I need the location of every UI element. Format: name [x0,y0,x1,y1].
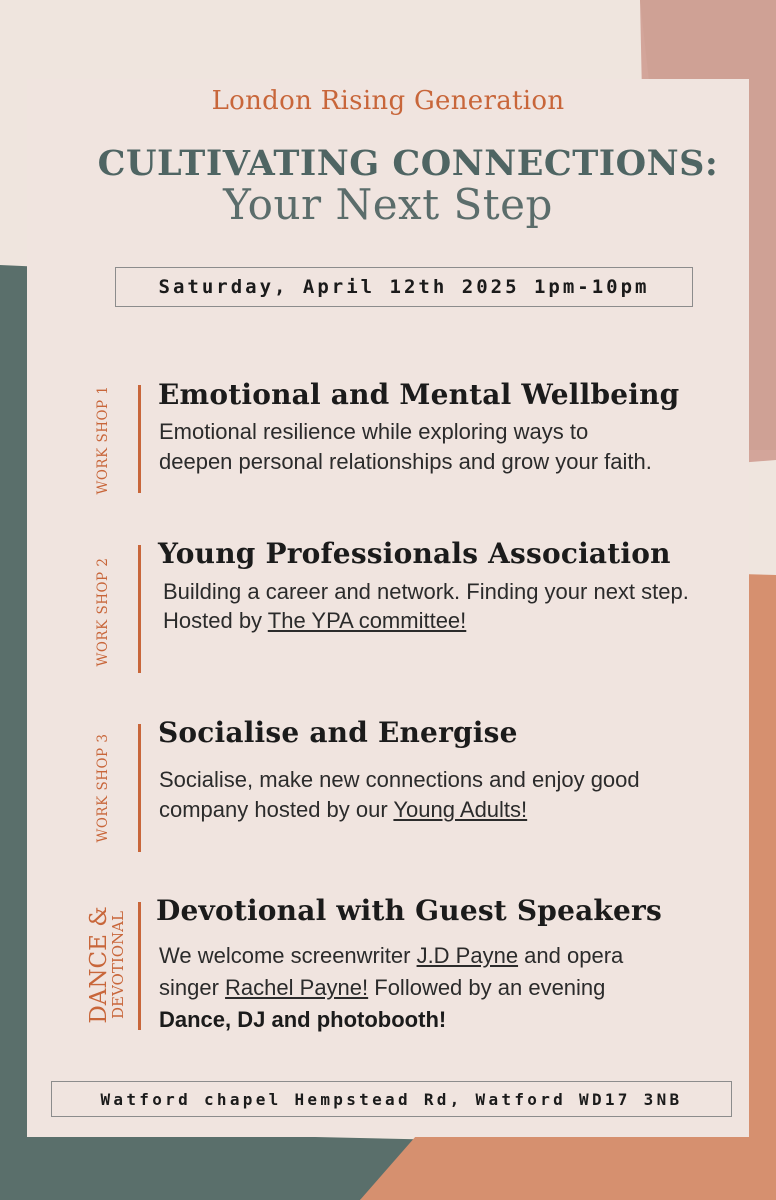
organization-name: London Rising Generation [211,86,565,116]
devotional-tag-line2: DEVOTIONAL [108,911,127,1020]
devotional-heading: Devotional with Guest Speakers [156,894,662,927]
event-title: CULTIVATING CONNECTIONS: [97,143,719,184]
workshop-1-divider [138,385,141,493]
ypa-committee-link[interactable]: The YPA committee! [267,608,467,633]
workshop-2-heading: Young Professionals Association [158,537,671,570]
venue-address: Watford chapel Hempstead Rd, Watford WD17 3NB [100,1089,683,1109]
dance-dj-photobooth: Dance, DJ and photobooth! [159,1007,447,1032]
workshop-2-divider [138,545,141,673]
workshop-2-description: Building a career and network. Finding your next step. Hosted by The YPA committee! [163,579,689,633]
venue-address-box [51,1081,732,1117]
event-subtitle: Your Next Step [223,180,553,229]
workshop-3-heading: Socialise and Energise [158,716,518,749]
devotional-description: We welcome screenwriter J.D Payne and opera singer Rachel Payne! Followed by an evening Dance, DJ and photobooth! [159,943,624,1032]
devotional-divider [138,902,141,1030]
workshop-3-description: Socialise, make new connections and enjoy good company hosted by our Young Adults! [159,767,640,822]
event-date-box [115,267,693,307]
workshop-1-heading: Emotional and Mental Wellbeing [158,378,680,411]
workshop-3-divider [138,724,141,852]
jd-payne-link[interactable]: J.D Payne [416,943,519,968]
event-date-text: Saturday, April 12th 2025 1pm-10pm [158,276,650,298]
devotional-tag-line1: DANCE & [85,906,112,1024]
young-adults-link[interactable]: Young Adults! [393,797,528,822]
rachel-payne-link[interactable]: Rachel Payne! [225,975,369,1000]
workshop-1-description: Emotional resilience while exploring ways to deepen personal relationships and grow your faith. [159,419,652,474]
